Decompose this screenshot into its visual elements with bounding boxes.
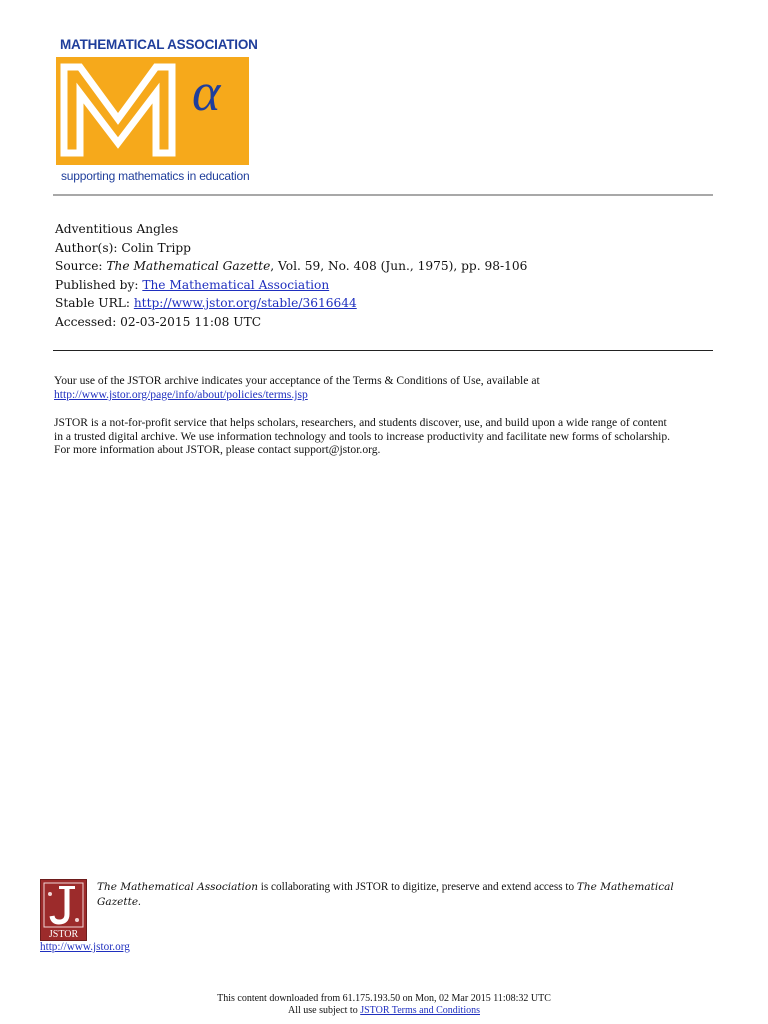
collaboration-statement — [97, 880, 717, 909]
collab-journal-part1: The Mathematical — [576, 881, 674, 893]
jstor-terms-link[interactable]: JSTOR Terms and Conditions — [360, 1005, 480, 1016]
source-line — [55, 257, 527, 276]
stable-url-line — [55, 294, 527, 313]
author-label: Author(s): — [55, 240, 118, 255]
mid-divider — [53, 350, 713, 351]
logo-org-name: MATHEMATICAL ASSOCIATION — [60, 37, 258, 52]
jstor-seal-icon — [41, 880, 86, 940]
jstor-homepage-link[interactable]: http://www.jstor.org — [40, 941, 130, 953]
use-prefix: All use subject to — [288, 1005, 361, 1016]
jstor-description-line-3: For more information about JSTOR, please contact support@jstor.org. — [54, 443, 381, 457]
jstor-description — [54, 416, 714, 457]
jstor-logo[interactable] — [40, 879, 87, 941]
jstor-description-line-2: in a trusted digital archive. We use information technology and tools to increase productivity and facilitate new forms of scholarship. — [54, 429, 671, 443]
author-line — [55, 239, 527, 258]
mathematical-association-logo — [56, 57, 249, 165]
collab-end: . — [138, 895, 141, 908]
logo-tagline: supporting mathematics in education — [61, 169, 250, 183]
source-label: Source: — [55, 259, 103, 273]
terms-notice-text: Your use of the JSTOR archive indicates your acceptance of the Terms & Conditions of Use, available at — [54, 374, 540, 387]
collab-text: is collaborating with JSTOR to digitize, preserve and extend access to — [258, 881, 577, 893]
stable-url-link[interactable]: http://www.jstor.org/stable/3616644 — [133, 296, 357, 310]
publisher-link[interactable]: The Mathematical Association — [142, 277, 330, 292]
logo-alpha-glyph: α — [192, 62, 221, 122]
article-metadata — [55, 220, 527, 331]
terms-link[interactable]: http://www.jstor.org/page/info/about/policies/terms.jsp — [54, 387, 308, 401]
accessed-date: 02-03-2015 11:08 UTC — [120, 314, 262, 329]
collab-journal-part2: Gazette — [97, 895, 139, 908]
source-details: , Vol. 59, No. 408 (Jun., 1975), pp. 98-106 — [270, 259, 528, 273]
article-title: Adventitious Angles — [55, 222, 179, 236]
jstor-description-line-1: JSTOR is a not-for-profit service that helps scholars, researchers, and students discover, use, and build upon a wide range of content — [54, 416, 667, 429]
use-terms-line — [0, 1005, 768, 1017]
accessed-label: Accessed: — [55, 314, 117, 329]
accessed-line — [55, 313, 527, 332]
published-label: Published by: — [55, 277, 139, 292]
download-notice — [0, 993, 768, 1017]
author-name: Colin Tripp — [121, 240, 191, 255]
publisher-line — [55, 276, 527, 295]
collab-org: The Mathematical Association — [97, 881, 258, 893]
source-journal: The Mathematical Gazette — [106, 259, 271, 273]
download-line: This content downloaded from 61.175.193.50 on Mon, 02 Mar 2015 11:08:32 UTC — [217, 993, 551, 1004]
top-divider — [53, 194, 713, 196]
jstor-logo-text: JSTOR — [48, 929, 79, 940]
stable-url-label: Stable URL: — [55, 296, 130, 310]
terms-notice — [54, 374, 714, 401]
